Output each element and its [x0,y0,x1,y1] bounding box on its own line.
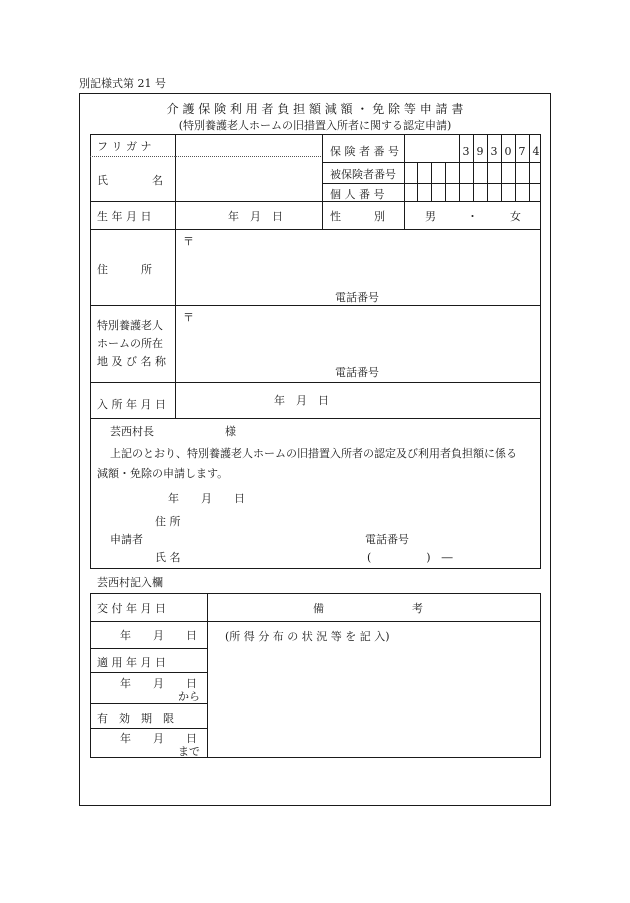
validity-value: 年 月 日 [120,732,197,745]
sex-male: 男 [425,210,436,223]
apply-date-label: 適 用 年 月 日 [97,656,166,669]
sex-female: 女 [510,210,521,223]
facility-label-2: ホームの所在 [97,337,163,350]
insurer-digit: 4 [532,145,540,158]
applicant-label: 申請者 [110,533,143,546]
remarks-note: (所 得 分 布 の 状 況 等 を 記 入) [225,630,390,643]
form-title: 介 護 保 険 利 用 者 負 担 額 減 額 ・ 免 除 等 申 請 書 [166,102,464,116]
apply-date-value: 年 月 日 [120,677,197,690]
application-body-line-1: 上記のとおり、特別養護老人ホームの旧措置入所者の認定及び利用者負担額に係る [110,447,517,460]
address-label: 住 所 [97,263,152,276]
mayor-label: 芸西村長 [110,425,154,438]
issue-date-value: 年 月 日 [120,629,197,642]
validity-label: 有 効 期 限 [97,712,174,725]
honorific: 様 [225,425,236,438]
birth-date-value: 年 月 日 [228,210,283,223]
sex-label: 性 別 [330,210,385,223]
issue-date-label: 交 付 年 月 日 [97,602,166,615]
application-body-line-2: 減額・免除の申請します。 [97,467,229,480]
facility-label-3: 地 及 び 名 称 [97,355,166,368]
form-number: 別記様式第 21 号 [79,77,166,90]
insurer-digit: 9 [476,145,484,158]
sex-separator: ・ [467,210,478,223]
remarks-label: 備 考 [313,602,423,615]
applicant-phone-format: ( ) ― [367,551,453,564]
insured-number-label: 被保険者番号 [330,168,396,181]
postal-mark: 〒 [183,311,194,324]
admission-date-value: 年 月 日 [274,394,329,407]
name-label: 氏 名 [97,174,163,187]
facility-label-1: 特別養護老人 [97,319,163,332]
validity-until: まで [178,745,200,758]
birth-date-label: 生 年 月 日 [97,210,152,223]
insurer-digit: 7 [518,145,526,158]
admission-date-label: 入 所 年 月 日 [97,398,166,411]
personal-number-label: 個 人 番 号 [330,188,385,201]
furigana-label: フ リ ガ ナ [97,140,152,153]
insurer-digit: 3 [490,145,498,158]
village-section-heading: 芸西村記入欄 [97,576,163,589]
insurer-digit: 0 [504,145,512,158]
address-phone-label: 電話番号 [335,291,379,304]
facility-phone-label: 電話番号 [335,366,379,379]
form-subtitle: (特別養護老人ホームの旧措置入所者に関する認定申請) [178,119,452,132]
applicant-name-label: 氏 名 [155,551,181,564]
application-date: 年 月 日 [168,492,245,505]
applicant-phone-label: 電話番号 [365,533,409,546]
insurer-number-label: 保 険 者 番 号 [330,145,399,158]
applicant-address-label: 住 所 [155,515,181,528]
insurer-digit: 3 [462,145,470,158]
apply-from: から [178,690,200,703]
postal-mark: 〒 [183,235,194,248]
